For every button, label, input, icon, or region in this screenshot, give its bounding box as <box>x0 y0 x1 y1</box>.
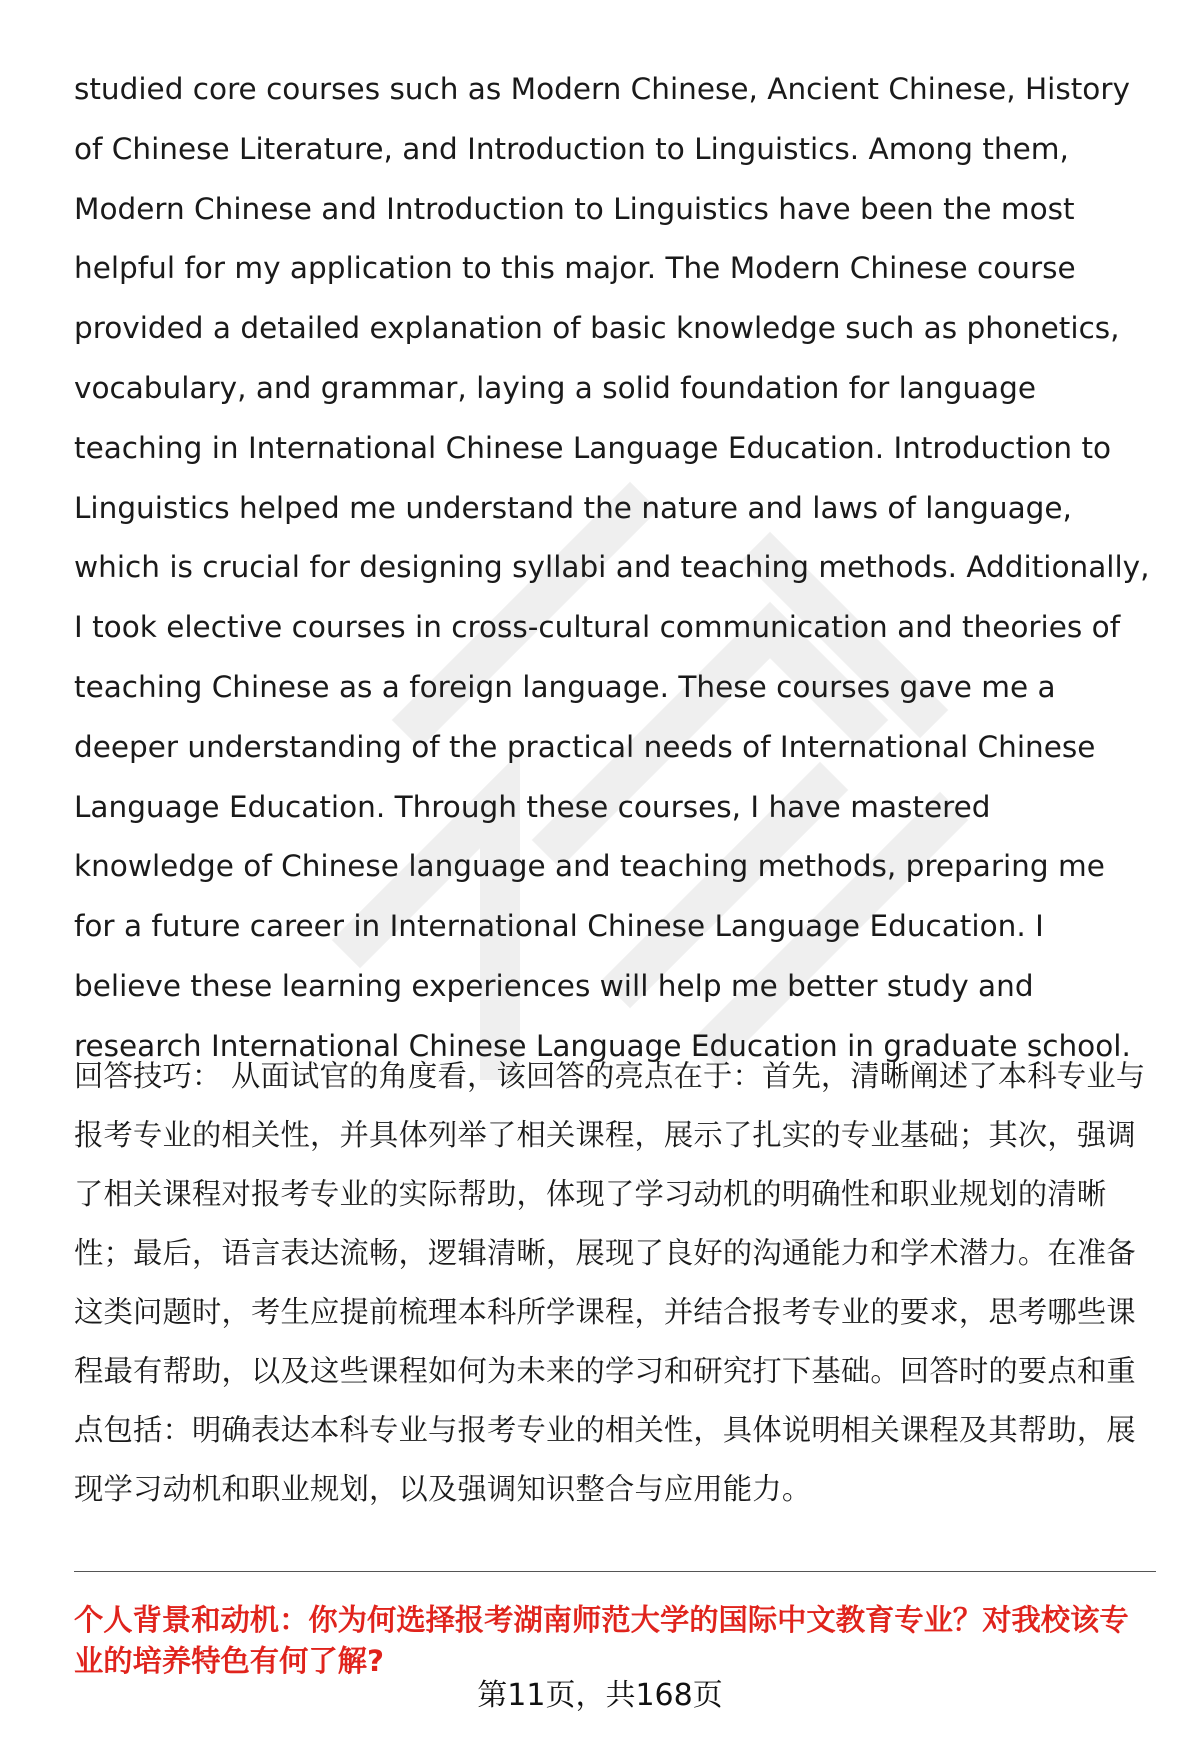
page-number-footer: 第11页，共168页 <box>477 1678 723 1713</box>
english-answer-paragraph: studied core courses such as Modern Chinese, Ancient Chinese, History of Chinese Literature, and Introduction to Linguistics. Among them, Modern Chinese and Introduction to Linguistics have been the most helpful for my application to this major. The Modern Chinese course provided a detailed explanation of basic knowledge such as phonetics, vocabulary, and grammar, laying a solid foundation for language teaching in International Chinese Language Education. Introduction to Linguistics helped me understand the nature and laws of language, which is crucial for designing syllabi and teaching methods. Additionally, I took elective courses in cross-cultural communication and theories of teaching Chinese as a foreign language. These courses gave me a deeper understanding of the practical needs of International Chinese Language Education. Through these courses, I have mastered knowledge of Chinese language and teaching methods, preparing me for a future career in International Chinese Language Education. I believe these learning experiences will help me better study and research International Chinese Language Education in graduate school. <box>74 72 1150 1063</box>
next-question-heading: 个人背景和动机：你为何选择报考湖南师范大学的国际中文教育专业？对我校该专业的培养特色有何了解? <box>74 1603 1129 1678</box>
answer-tips-paragraph: 回答技巧： 从面试官的角度看，该回答的亮点在于：首先，清晰阐述了本科专业与报考专业的相关性，并具体列举了相关课程，展示了扎实的专业基础；其次，强调了相关课程对报考专业的实际帮助，体现了学习动机的明确性和职业规划的清晰性；最后，语言表达流畅，逻辑清晰，展现了良好的沟通能力和学术潜力。在准备这类问题时，考生应提前梳理本科所学课程，并结合报考专业的要求，思考哪些课程最有帮助，以及这些课程如何为未来的学习和研究打下基础。回答时的要点和重点包括：明确表达本科专业与报考专业的相关性，具体说明相关课程及其帮助，展现学习动机和职业规划，以及强调知识整合与应用能力。 <box>74 1059 1146 1506</box>
section-divider <box>74 1571 1156 1572</box>
